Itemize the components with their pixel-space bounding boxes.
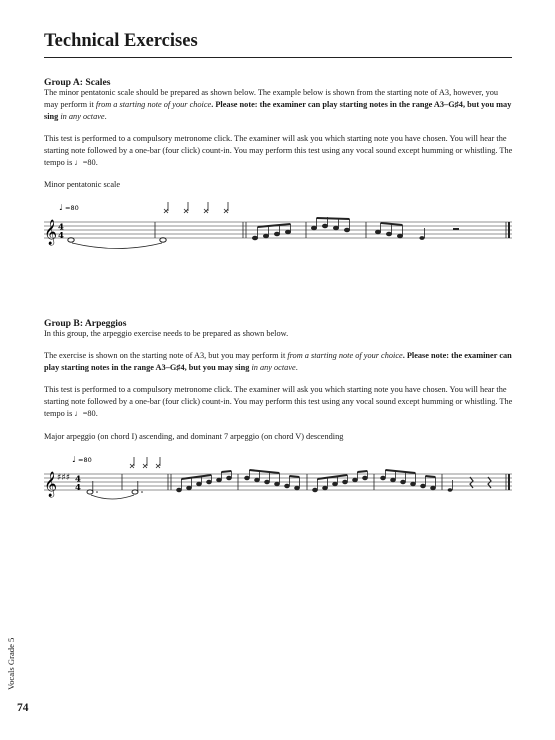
tie [91,495,134,499]
key-signature-icon: ♯♯♯ [57,473,71,483]
group-a-paragraph-1: The minor pentatonic scale should be prepared as shown below. The example below is shown from the starting note of A3, however, you may perform it from a starting note of your choice. Please note: the examiner can play starting notes in the range A3–G♯4, but you may sing in any octave. [44,88,512,122]
group-b-example-caption: Major arpeggio (on chord I) ascending, and dominant 7 arpeggio (on chord V) descending [44,432,344,441]
tempo-mark: =80 [78,456,92,464]
group-a-example-caption: Minor pentatonic scale [44,180,121,189]
arpeggio-notation [0,452,555,512]
tempo-note-icon: ♩ [72,455,76,464]
whole-note [160,238,166,242]
time-signature-top: 4 [58,222,64,233]
tie [72,243,162,249]
group-b-intro: In this group, the arpeggio exercise needs to be prepared as shown below. [44,329,289,338]
side-label: Vocals Grade 5 [6,637,16,690]
eighth-note-group [252,224,290,240]
whole-note [68,238,74,242]
quarter-rest [470,477,473,488]
treble-clef-icon: 𝄞 [44,220,58,245]
count-in-slash-notes [130,457,160,468]
time-signature-bottom: 4 [75,483,81,493]
page-title: Technical Exercises [44,31,198,51]
quarter-note [448,488,453,492]
group-b-heading: Group B: Arpeggios [44,318,127,329]
quarter-rest [488,477,491,488]
group-a-heading: Group A: Scales [44,77,111,88]
half-rest [453,228,459,230]
minor-pentatonic-notation [0,200,555,260]
group-b-paragraph-2: This test is performed to a compulsory metronome click. The examiner will ask you which starting note you have chosen. You will hear the starting note followed by a one-bar (four click) count-in. You may perform this test using any vocal sound except humming or whistling. The tempo is ♩=80. [44,385,513,419]
time-signature-top: 4 [75,474,81,485]
eighth-note-group [375,223,402,238]
page-number: 74 [17,702,29,714]
treble-clef-icon: 𝄞 [44,472,58,497]
group-b-paragraph-1: The exercise is shown on the starting note of A3, but you may perform it from a starting note of your choice. Please note: the examiner can play starting notes in the range A3–G♯4, but you may sing in any octave. [44,351,512,373]
time-signature-bottom: 4 [58,231,64,241]
tempo-note-icon: ♩ [59,203,63,212]
eighth-note-group [245,470,300,490]
dotted-half-note [132,490,138,494]
eighth-note-group [311,217,349,232]
eighth-note-group [381,470,436,490]
quarter-note [419,236,424,240]
title-divider [44,57,512,58]
tempo-mark: =80 [65,204,79,212]
group-a-paragraph-2: This test is performed to a compulsory metronome click. The examiner will ask you which starting note you have chosen. You will hear the starting note followed by a one-bar (four click) count-in. You may perform this test using any vocal sound except humming or whistling. The tempo is ♩=80. [44,134,513,168]
count-in-slash-notes [164,202,228,213]
dotted-half-note [87,490,93,494]
